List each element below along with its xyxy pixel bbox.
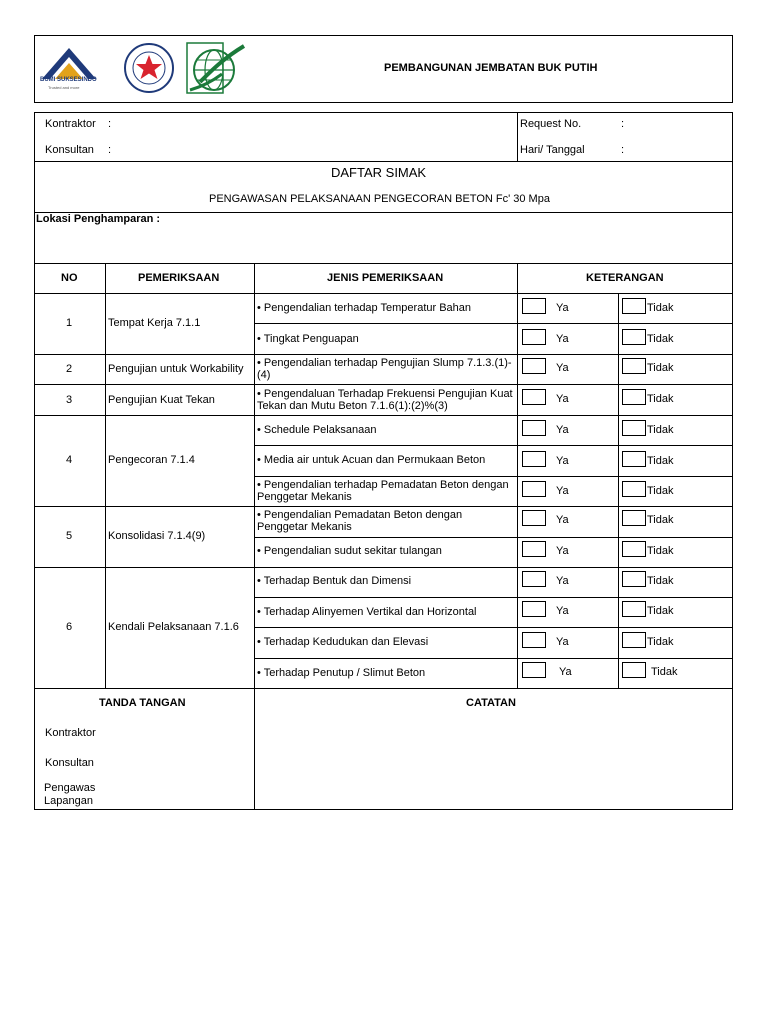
request-no-label: Request No.: [520, 118, 582, 130]
logo1-name: BUMI SUKSESINDO: [40, 77, 97, 83]
item-7: • Pengendalian terhadap Pemadatan Beton dengan Penggetar Mekanis: [257, 479, 509, 503]
lokasi-label: Lokasi Penghamparan :: [36, 213, 161, 225]
item-1: • Pengendalian terhadap Temperatur Bahan: [257, 302, 472, 314]
tidak-label-4: Tidak: [647, 393, 674, 405]
item-11: • Terhadap Alinyemen Vertikal dan Horizontal: [257, 606, 477, 618]
item-3: • Pengendalian terhadap Pengujian Slump 7.1.3.(1)-(4): [257, 357, 512, 381]
header-jenis-pemeriksaan: JENIS PEMERIKSAAN: [327, 272, 444, 284]
header-pemeriksaan: PEMERIKSAAN: [138, 272, 220, 284]
ya-label-4: Ya: [556, 393, 569, 405]
hari-tanggal-label: Hari/ Tanggal: [520, 144, 585, 156]
signature-kontraktor: Kontraktor: [45, 727, 96, 739]
tidak-checkbox-10[interactable]: [622, 571, 646, 587]
signature-konsultan: Konsultan: [45, 757, 94, 769]
konsultan-colon: :: [108, 144, 112, 156]
tidak-checkbox-12[interactable]: [622, 632, 646, 648]
bumi-suksesindo-logo: [38, 45, 100, 93]
item-6: • Media air untuk Acuan dan Permukaan Beton: [257, 454, 486, 466]
group-5-no: 5: [66, 530, 73, 542]
form-title: DAFTAR SIMAK: [331, 165, 427, 180]
tidak-checkbox-1[interactable]: [622, 298, 646, 314]
ya-checkbox-9[interactable]: [522, 541, 546, 557]
ya-checkbox-1[interactable]: [522, 298, 546, 314]
ya-checkbox-2[interactable]: [522, 329, 546, 345]
tidak-label-7: Tidak: [647, 485, 674, 497]
tidak-label-10: Tidak: [647, 575, 674, 587]
tidak-checkbox-3[interactable]: [622, 358, 646, 374]
tidak-label-1: Tidak: [647, 302, 674, 314]
item-12: • Terhadap Kedudukan dan Elevasi: [257, 636, 429, 648]
tidak-label-3: Tidak: [647, 362, 674, 374]
tidak-checkbox-5[interactable]: [622, 420, 646, 436]
ya-label-3: Ya: [556, 362, 569, 374]
ya-checkbox-4[interactable]: [522, 389, 546, 405]
item-2: • Tingkat Penguapan: [257, 333, 359, 345]
tidak-label-6: Tidak: [647, 455, 674, 467]
item-10: • Terhadap Bentuk dan Dimensi: [257, 575, 412, 587]
signature-pengawas-line1: Pengawas: [44, 782, 96, 794]
group-6-no: 6: [66, 621, 73, 633]
group-1-name: Tempat Kerja 7.1.1: [108, 317, 201, 329]
ya-checkbox-8[interactable]: [522, 510, 546, 526]
ya-checkbox-11[interactable]: [522, 601, 546, 617]
form-subtitle: PENGAWASAN PELAKSANAAN PENGECORAN BETON Fc' 30 Mpa: [209, 193, 550, 205]
ya-checkbox-6[interactable]: [522, 451, 546, 467]
ya-checkbox-7[interactable]: [522, 481, 546, 497]
header-no: NO: [61, 272, 78, 284]
group-2-name: Pengujian untuk Workability: [108, 363, 244, 375]
tidak-checkbox-11[interactable]: [622, 601, 646, 617]
group-3-name: Pengujian Kuat Tekan: [108, 394, 215, 406]
kontraktor-label: Kontraktor: [45, 118, 96, 130]
group-5-name: Konsolidasi 7.1.4(9): [108, 530, 206, 542]
ya-label-10: Ya: [556, 575, 569, 587]
ya-label-7: Ya: [556, 485, 569, 497]
request-no-colon: :: [621, 118, 625, 130]
tidak-checkbox-6[interactable]: [622, 451, 646, 467]
konsultan-label: Konsultan: [45, 144, 94, 156]
tanda-tangan-heading: TANDA TANGAN: [99, 697, 186, 709]
tidak-label-9: Tidak: [647, 545, 674, 557]
ya-checkbox-12[interactable]: [522, 632, 546, 648]
item-5: • Schedule Pelaksanaan: [257, 424, 377, 436]
ya-checkbox-13[interactable]: [522, 662, 546, 678]
logo1-tagline: Trusted and more: [48, 85, 80, 90]
kontraktor-colon: :: [108, 118, 112, 130]
signature-pengawas-line2: Lapangan: [44, 795, 93, 807]
group-2-no: 2: [66, 363, 73, 375]
tidak-checkbox-9[interactable]: [622, 541, 646, 557]
group-6-name: Kendali Pelaksanaan 7.1.6: [108, 621, 239, 633]
item-8: • Pengendalian Pemadatan Beton dengan Penggetar Mekanis: [257, 509, 463, 533]
ya-label-13: Ya: [559, 666, 572, 678]
tidak-checkbox-13[interactable]: [622, 662, 646, 678]
ya-label-11: Ya: [556, 605, 569, 617]
tidak-label-8: Tidak: [647, 514, 674, 526]
tidak-label-12: Tidak: [647, 636, 674, 648]
ya-checkbox-3[interactable]: [522, 358, 546, 374]
tidak-checkbox-8[interactable]: [622, 510, 646, 526]
globe-logo: [184, 40, 246, 95]
ya-label-9: Ya: [556, 545, 569, 557]
tidak-checkbox-4[interactable]: [622, 389, 646, 405]
ya-label-6: Ya: [556, 455, 569, 467]
item-4: • Pengendaluan Terhadap Frekuensi Pengujian Kuat Tekan dan Mutu Beton 7.1.6(1):(2)%(3): [257, 388, 513, 412]
ya-checkbox-5[interactable]: [522, 420, 546, 436]
group-4-name: Pengecoran 7.1.4: [108, 454, 195, 466]
group-3-no: 3: [66, 394, 73, 406]
project-title: PEMBANGUNAN JEMBATAN BUK PUTIH: [384, 62, 598, 74]
ya-checkbox-10[interactable]: [522, 571, 546, 587]
item-9: • Pengendalian sudut sekitar tulangan: [257, 545, 442, 557]
tidak-label-2: Tidak: [647, 333, 674, 345]
header-keterangan: KETERANGAN: [586, 272, 664, 284]
group-4-no: 4: [66, 454, 73, 466]
catatan-heading: CATATAN: [466, 697, 516, 709]
tidak-label-11: Tidak: [647, 605, 674, 617]
tidak-checkbox-2[interactable]: [622, 329, 646, 345]
tidak-label-13: Tidak: [651, 666, 678, 678]
tidak-label-5: Tidak: [647, 424, 674, 436]
ya-label-1: Ya: [556, 302, 569, 314]
ya-label-8: Ya: [556, 514, 569, 526]
ya-label-5: Ya: [556, 424, 569, 436]
ya-label-2: Ya: [556, 333, 569, 345]
tidak-checkbox-7[interactable]: [622, 481, 646, 497]
item-13: • Terhadap Penutup / Slimut Beton: [257, 667, 426, 679]
company-seal-logo: [122, 42, 176, 94]
ya-label-12: Ya: [556, 636, 569, 648]
hari-tanggal-colon: :: [621, 144, 625, 156]
group-1-no: 1: [66, 317, 73, 329]
